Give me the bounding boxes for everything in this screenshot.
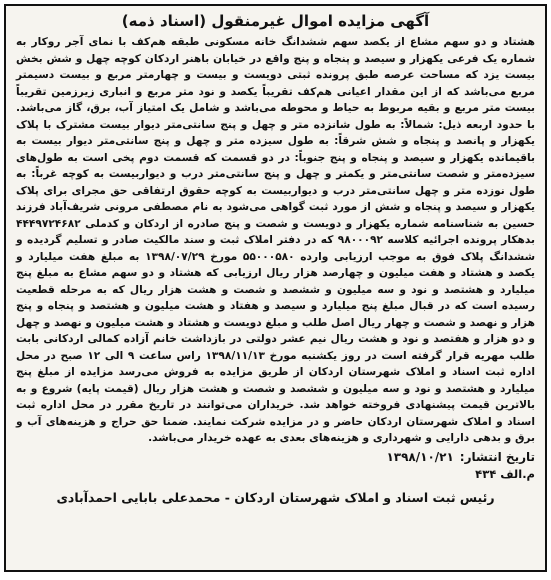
reference-code-line — [16, 466, 535, 482]
publish-date-label: تاریخ انتشار: — [459, 449, 535, 464]
reference-code-value: ۴۳۴ — [475, 466, 497, 481]
publish-date-line — [16, 449, 535, 466]
notice-title: آگهی مزایده اموال غیرمنقول (اسناد ذمه) — [121, 12, 430, 30]
reference-code-label: م.الف — [500, 466, 535, 481]
auction-notice — [4, 4, 547, 572]
publish-date-value: ۱۳۹۸/۱۰/۲۱ — [386, 449, 454, 464]
signature-line: رئیس ثبت اسناد و املاک شهرستان اردکان - محمدعلی بابایی احمدآبادی — [56, 489, 495, 505]
notice-body: هشتاد و دو سهم مشاع از یکصد سهم ششدانگ خانه مسکونی طبقه هم‌کف با نمای آجر روکار به شماره یک فرعی یکهزار و سیصد و پنجاه و پنج واقع در خیابان باهنر اردکان کوچه چهل و شش بخش بیست یزد که مساحت عرصه طبق پرونده ثبتی دویست و بیست و چهارمتر مربع و بیست دسیمتر مربع می‌باشد که از این مقدار اعیانی هم‌کف تقریباً یکصد و نود متر مربع و انباری زیرزمین تقریباً بیست متر مربع و بقیه مربوط به حیاط و محوطه می‌باشد و شامل یک امتیاز آب، برق، گاز می‌باشد. با حدود اربعه ذیل: شمالاً: به طول شانزده متر و چهل و پنج سانتی‌متر دیوار بیست مشترک با پلاک یکهزار و پانصد و پنجاه و شش شرقاً: به طول سیزده متر و چهل و پنج سانتی‌متر دیوار بیست به باقیمانده یکهزار و سیصد و پنجاه و پنج جنوباً: در دو قسمت که قسمت دوم پخی است به طول‌های سیزده‌متر و شصت سانتی‌متر و یکمتر و چهل و پنج سانتی‌متر درب و دیواربیست به کوچه غرباً: به طول نوزده متر و چهل سانتی‌متر درب و دیواربیست به کوچه حقوق ارتفاقی حق مجرای برای پلاک یکهزار و سیصد و پنجاه و شش از مورد ثبت گواهی می‌شود به نام مصطفی مرونی شریف‌آباد فرزند حسین به شناسنامه شماره یکهزار و دویست و شصت و پنج صادره از اردکان و کدملی ۴۴۴۹۷۲۴۶۸۲ بدهکار پرونده اجرائیه کلاسه ۹۸۰۰۰۹۲ که در دفتر املاک ثبت و سند مالکیت صادر و تسلیم گردیده و ششدانگ پلاک فوق به موجب ارزیابی وارده ۵۵۰۰۰۵۸۰ مورخ ۱۳۹۸/۰۷/۲۹ به مبلغ هفت میلیارد و یکصد و هشتاد و هفت میلیون و چهارصد هزار ریال ارزیابی که هشتاد و دو سهم مشاع به مبلغ پنج میلیارد و هشتصد و نود و سه میلیون و ششصد و شصت و هشت هزار ریال که به مرحله قطعیت رسیده است که در قبال مبلغ پنج میلیارد و سیصد و هفتاد و هشت میلیون و هشتصد و پنجاه و پنج هزار و نهصد و شصت و چهار ریال اصل طلب و مبلغ دویست و هشتاد و هشت میلیون و نهصد و چهل و دو هزار و هفتصد و نود و هشت ریال نیم عشر دولتی در بازداشت خانم آزاده کمالی اردکانی بابت طلب مهریه قرار گرفته است در روز یکشنبه مورخ ۱۳۹۸/۱۱/۱۳ راس ساعت ۹ الی ۱۲ صبح در محل اداره ثبت اسناد و املاک شهرستان اردکان از طریق مزایده به فروش می‌رسد مزایده از مبلغ پنج میلیارد و هشتصد و نود و سه میلیون و ششصد و شصت و هشت هزار ریال (قیمت پایه) شروع و به بالاترین قیمت پیشنهادی فروخته خواهد شد. خریداران می‌توانند در تاریخ مقرر در محل اداره ثبت اسناد و املاک شهرستان اردکان حاضر و در مزایده شرکت نمایند. ضمنا حق حراج و هزینه‌های آب و برق و بدهی دارایی و شهرداری و هزینه‌های بعدی به عهده خریدار می‌باشد. — [16, 36, 536, 444]
